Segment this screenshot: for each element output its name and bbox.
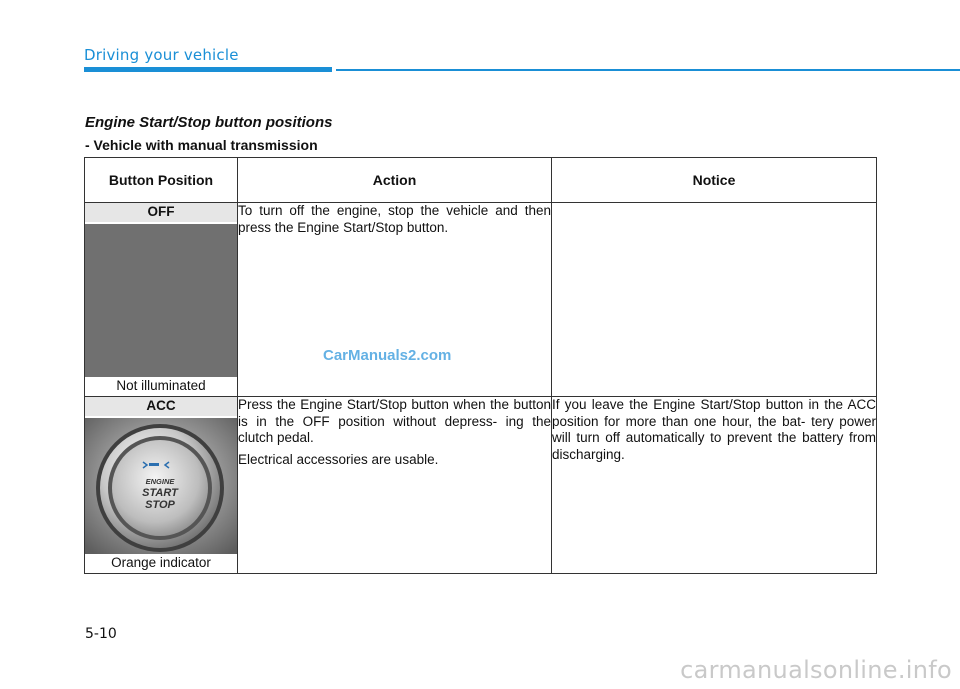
position-caption-acc: Orange indicator: [85, 554, 237, 573]
header-accent-bar: [84, 67, 332, 72]
button-text-stop: STOP: [145, 499, 175, 511]
header-notice: Notice: [552, 158, 877, 203]
action-cell-off: [238, 203, 552, 397]
section-title: Driving your vehicle: [84, 46, 239, 64]
engine-start-stop-button-icon: [85, 418, 237, 554]
table-row-off: [85, 203, 877, 397]
footer-watermark: carmanualsonline.info: [680, 656, 952, 684]
header-button-position: Button Position: [85, 158, 238, 203]
page-number: 5-10: [85, 626, 117, 642]
position-label-acc: ACC: [85, 397, 237, 416]
button-text-start: START: [142, 487, 178, 499]
button-positions-table: [84, 157, 877, 574]
page-subheading: - Vehicle with manual transmission: [85, 137, 318, 153]
action-text: Press the Engine Start/Stop button when the button is in the OFF position without depress- ing the clutch pedal.: [238, 397, 551, 445]
position-caption-off: Not illuminated: [85, 377, 237, 396]
notice-text: If you leave the Engine Start/Stop button in the ACC position for more than one hour, the bat- tery power will turn off automatically to prevent the battery from discharging.: [552, 397, 876, 462]
page-heading: Engine Start/Stop button positions: [85, 114, 333, 131]
button-text-engine: ENGINE: [145, 477, 175, 486]
button-image-acc: [85, 418, 237, 554]
position-cell-acc: [85, 397, 238, 574]
header-action: Action: [238, 158, 552, 203]
position-cell-off: [85, 203, 238, 397]
watermark-text: CarManuals2.com: [323, 347, 452, 364]
position-label-off: OFF: [85, 203, 237, 222]
action-text: To turn off the engine, stop the vehicle and then press the Engine Start/Stop button.: [238, 203, 551, 235]
header-rule: [336, 69, 960, 71]
button-image-off: [85, 224, 237, 377]
notice-cell-acc: [552, 397, 877, 574]
notice-cell-off: [552, 203, 877, 397]
action-text: Electrical accessories are usable.: [238, 451, 439, 467]
table-header-row: [85, 158, 877, 203]
action-cell-acc: [238, 397, 552, 574]
table-row-acc: [85, 397, 877, 574]
